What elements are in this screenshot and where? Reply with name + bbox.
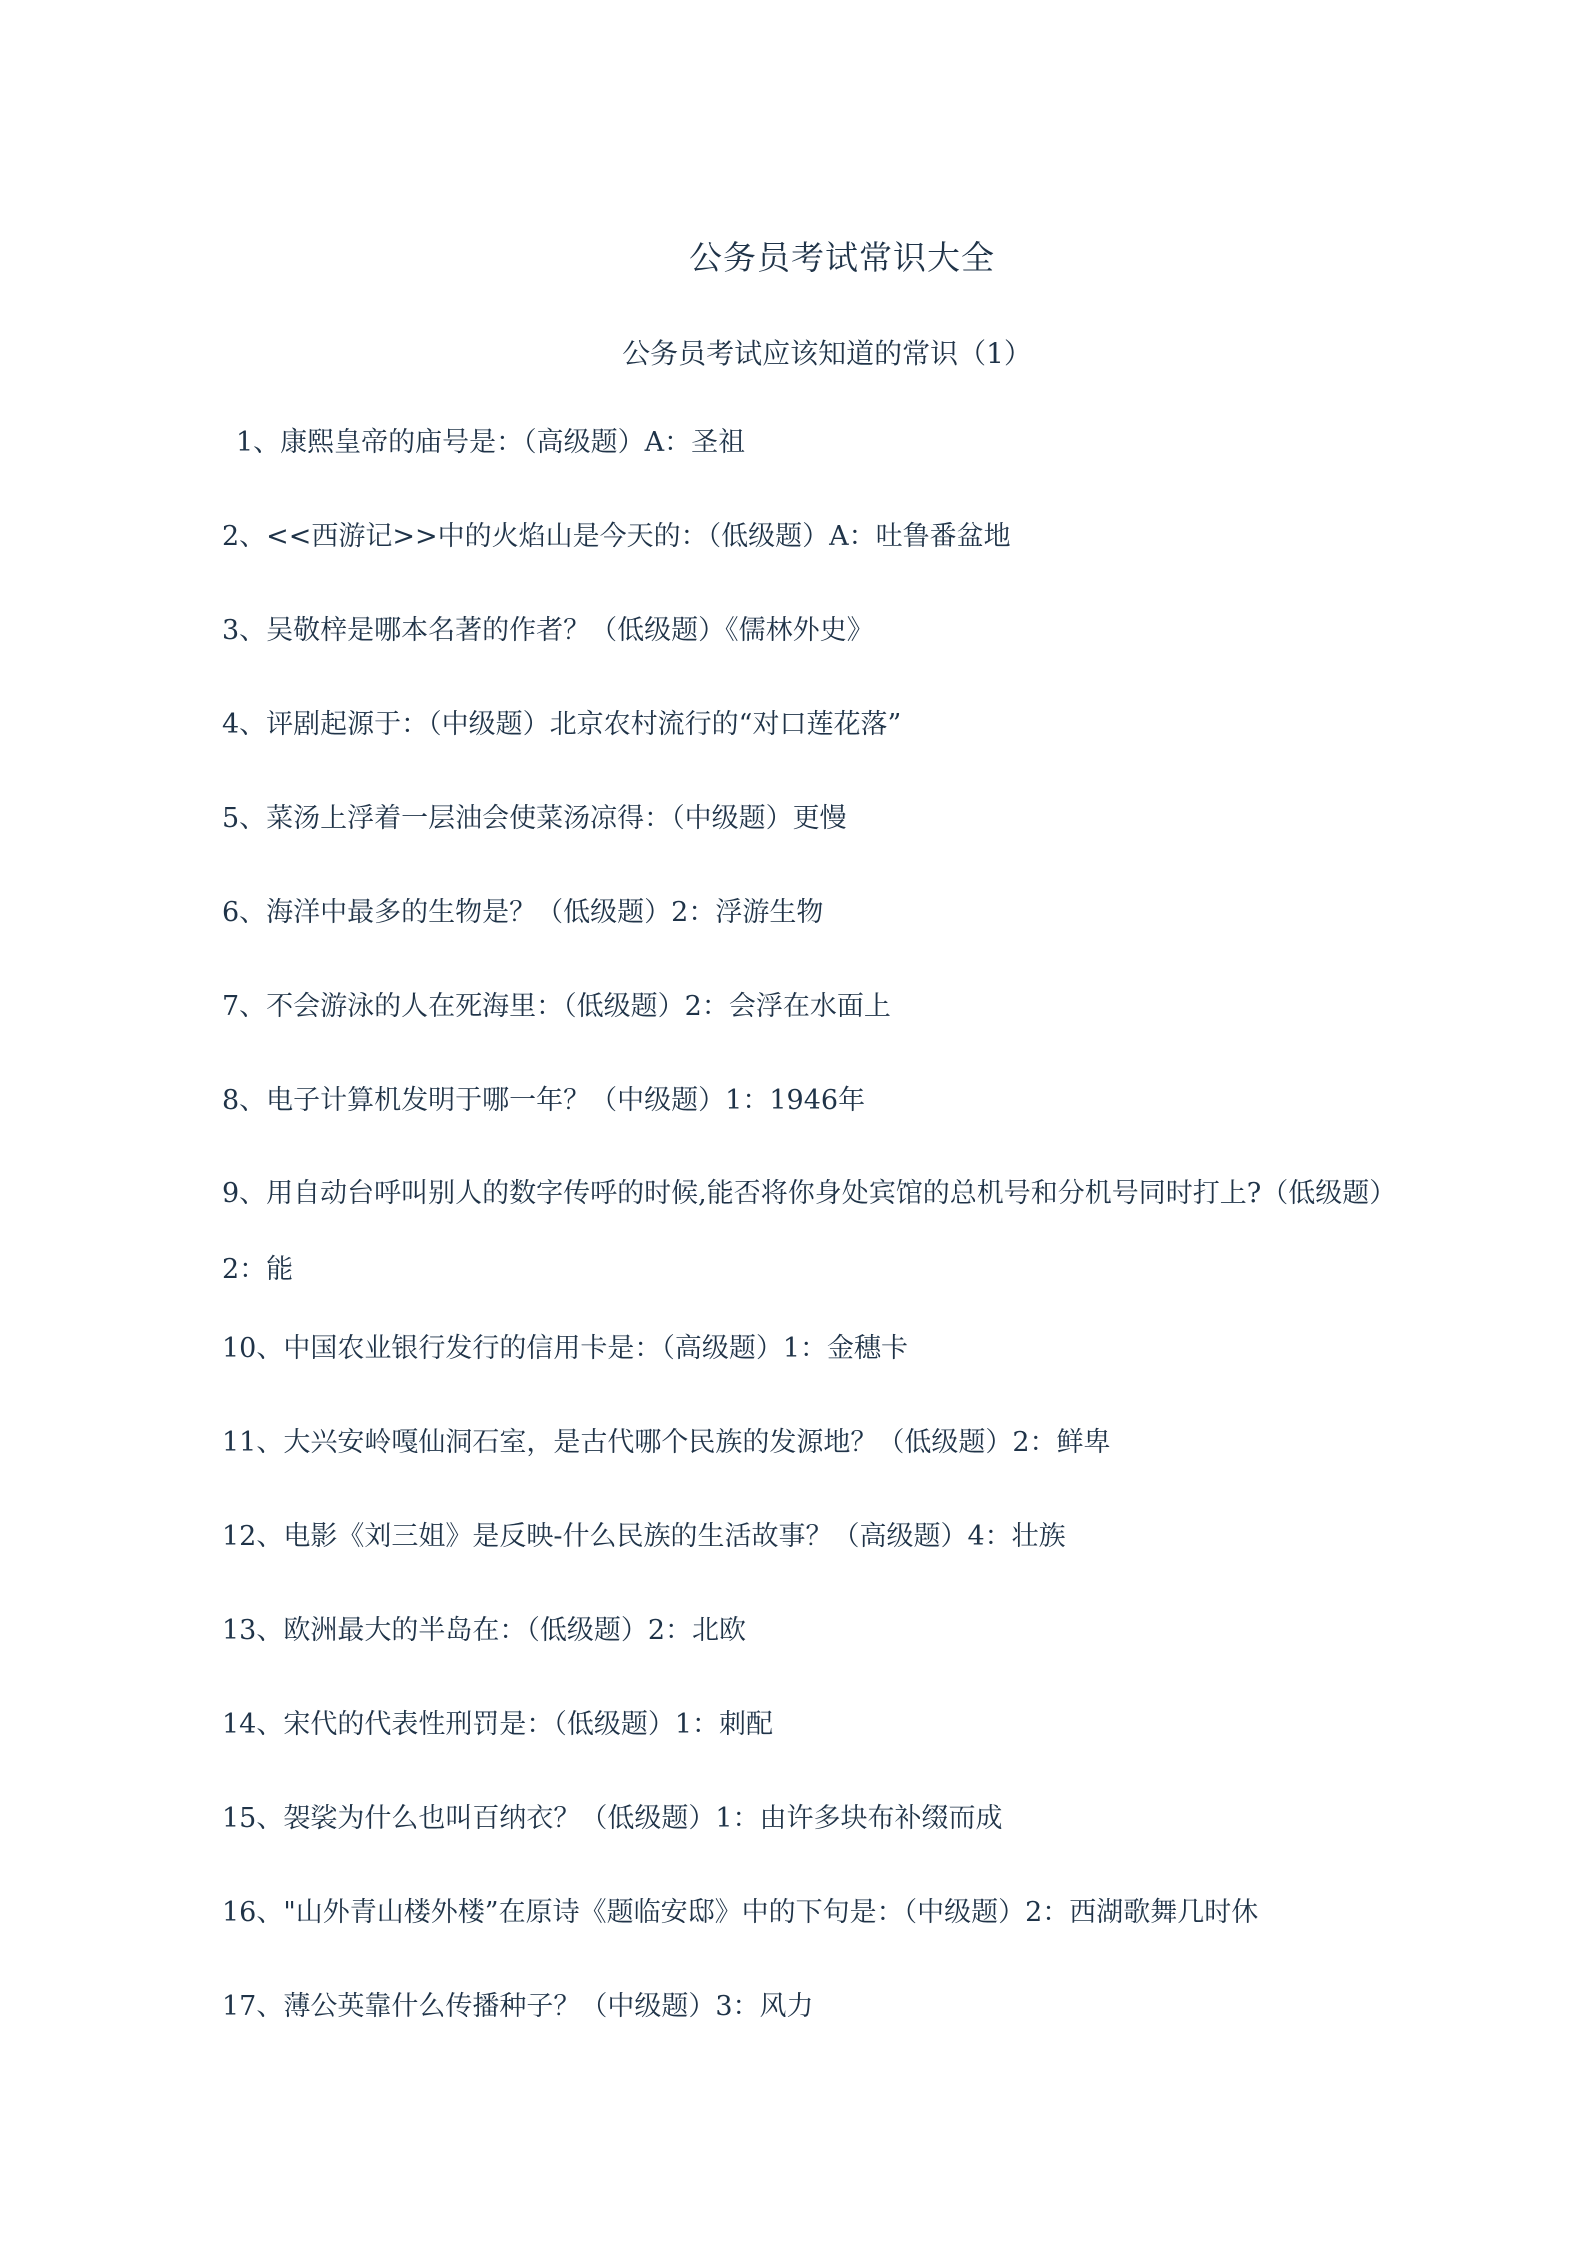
question-item-6: 6、海洋中最多的生物是？（低级题）2：浮游生物 (222, 897, 824, 928)
question-item-9: 9、用自动台呼叫别人的数字传呼的时候,能否将你身处宾馆的总机号和分机号同时打上?（低级题）2：能 (222, 1178, 1397, 1285)
question-item-17: 17、薄公英靠什么传播种子？（中级题）3：风力 (222, 1991, 814, 2022)
question-item-1: 1、康熙皇帝的庙号是：（高级题）A：圣祖 (236, 427, 746, 458)
question-item-11: 11、大兴安岭嘎仙洞石室，是古代哪个民族的发源地？（低级题）2：鲜卑 (222, 1427, 1111, 1458)
question-item-14: 14、宋代的代表性刑罚是：（低级题）1：刺配 (222, 1709, 774, 1740)
document-title: 公务员考试常识大全 (689, 238, 995, 277)
question-item-16: 16、"山外青山楼外楼”在原诗《题临安邸》中的下句是：（中级题）2：西湖歌舞几时休 (222, 1897, 1259, 1928)
question-item-10: 10、中国农业银行发行的信用卡是：（高级题）1：金穗卡 (222, 1333, 909, 1364)
question-item-7: 7、不会游泳的人在死海里：（低级题）2：会浮在水面上 (222, 991, 891, 1022)
document-subtitle: 公务员考试应该知道的常识（1） (622, 337, 1032, 370)
question-item-13: 13、欧洲最大的半岛在：（低级题）2：北欧 (222, 1615, 747, 1646)
question-list (222, 420, 1402, 2078)
question-item-3: 3、吴敬梓是哪本名著的作者？（低级题）《儒林外史》 (222, 615, 874, 646)
question-item-15: 15、袈裟为什么也叫百纳衣？（低级题）1：由许多块布补缀而成 (222, 1803, 1003, 1834)
question-item-12: 12、电影《刘三姐》是反映-什么民族的生活故事？（高级题）4：壮族 (222, 1521, 1066, 1552)
question-item-2: 2、<<西游记>>中的火焰山是今天的：（低级题）A：吐鲁番盆地 (222, 521, 1011, 552)
question-item-5: 5、菜汤上浮着一层油会使菜汤凉得：（中级题）更慢 (222, 803, 847, 834)
question-item-4: 4、评剧起源于：（中级题）北京农村流行的“对口莲花落” (222, 709, 902, 740)
question-item-8: 8、电子计算机发明于哪一年？（中级题）1：1946年 (222, 1085, 866, 1116)
